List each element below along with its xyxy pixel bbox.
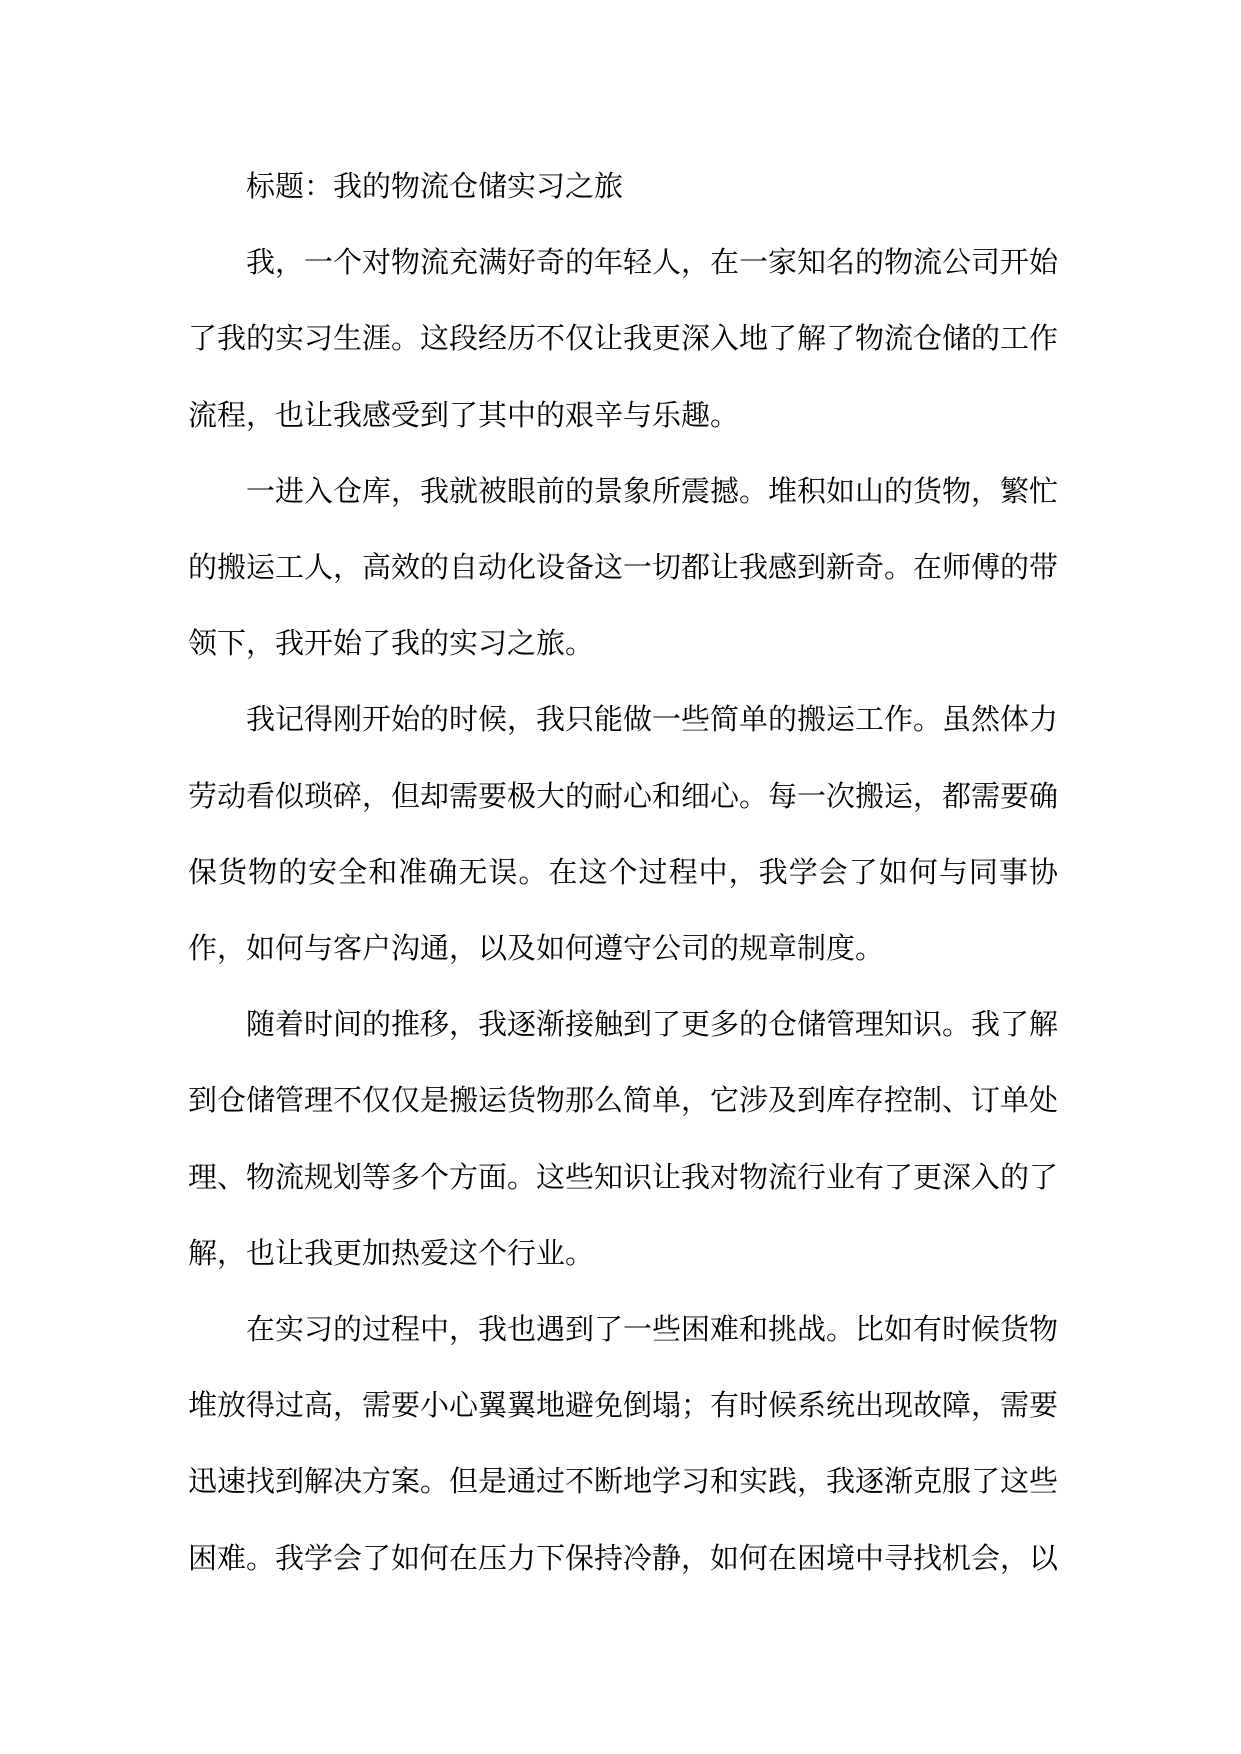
- document-title: 标题：我的物流仓储实习之旅: [246, 169, 624, 203]
- paragraph: 一进入仓库，我就被眼前的景象所震撼。堆积如山的货物，繁忙的搬运工人，高效的自动化设备这一切都让我感到新奇。在师傅的带领下，我开始了我的实习之旅。: [188, 473, 1059, 661]
- paragraph: 我，一个对物流充满好奇的年轻人，在一家知名的物流公司开始了我的实习生涯。这段经历不仅让我更深入地了解了物流仓储的工作流程，也让我感受到了其中的艰辛与乐趣。: [188, 245, 1059, 432]
- paragraph: 随着时间的推移，我逐渐接触到了更多的仓储管理知识。我了解到仓储管理不仅仅是搬运货物那么简单，它涉及到库存控制、订单处理、物流规划等多个方面。这些知识让我对物流行业有了更深入的了解，也让我更加热爱这个行业。: [188, 1007, 1059, 1270]
- paragraph: 我记得刚开始的时候，我只能做一些简单的搬运工作。虽然体力劳动看似琐碎，但却需要极大的耐心和细心。每一次搬运，都需要确保货物的安全和准确无误。在这个过程中，我学会了如何与同事协作，如何与客户沟通，以及如何遵守公司的规章制度。: [188, 702, 1059, 966]
- paragraph: 在实习的过程中，我也遇到了一些困难和挑战。比如有时候货物堆放得过高，需要小心翼翼地避免倒塌；有时候系统出现故障，需要迅速找到解决方案。但是通过不断地学习和实践，我逐渐克服了这些困难。我学会了如何在压力下保持冷静，如何在困境中寻找机会，以: [188, 1312, 1059, 1575]
- document-body: [188, 148, 1058, 1596]
